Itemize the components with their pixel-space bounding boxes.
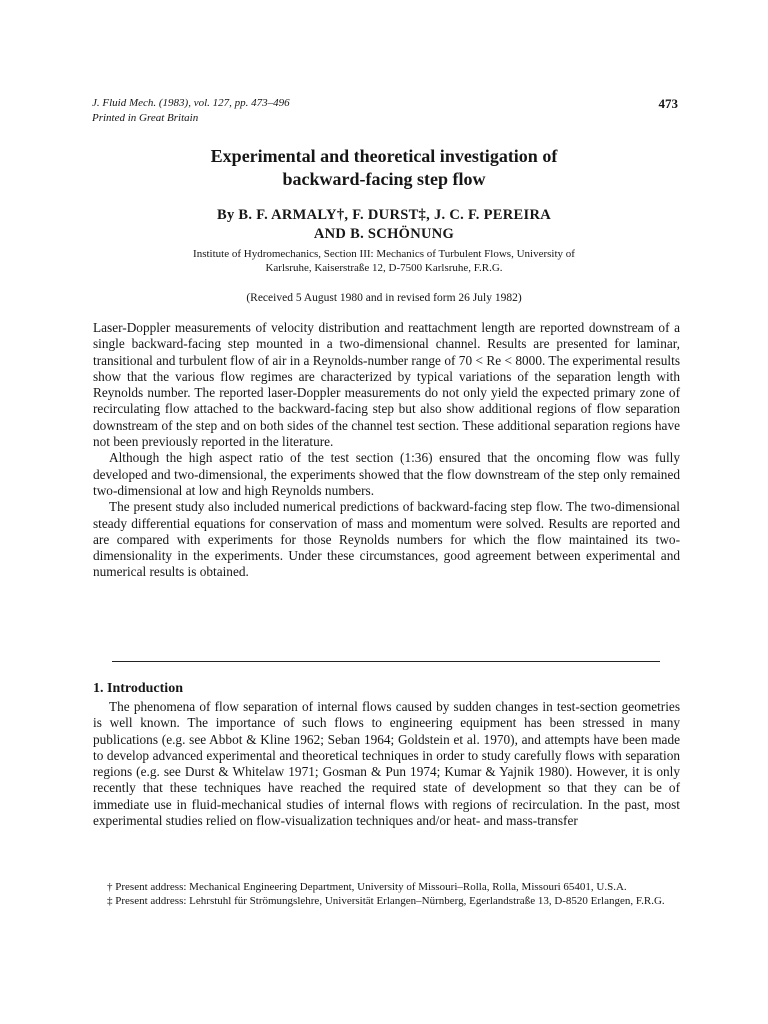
authors-line-1: By B. F. ARMALY†, F. DURST‡, J. C. F. PEREIRA (216, 207, 552, 223)
abstract-paragraph-3: The present study also included numerical predictions of backward-facing step flow. The two-dimensional steady differential equations for conservation of mass and momentum were solved. Results are reported and are compared with experiments for those Reynolds numbers for which the flow maintained its two-dimensionality in the experiments. Under these circumstances, good agreement between experimental and numerical results is obtained. (93, 499, 680, 580)
title-line-2: backward-facing step flow (282, 169, 486, 189)
affiliation-line-1: Institute of Hydromechanics, Section III: Mechanics of Turbulent Flows, University of (193, 248, 575, 260)
author-list (0, 206, 768, 244)
authors-line-2: AND B. SCHÖNUNG (313, 226, 455, 242)
abstract-divider (112, 661, 660, 662)
running-header (92, 96, 678, 126)
affiliation-line-2: Karlsruhe, Kaiserstraße 12, D-7500 Karlsruhe, F.R.G. (265, 262, 503, 274)
abstract-paragraph-2: Although the high aspect ratio of the test section (1:36) ensured that the oncoming flow was fully developed and two-dimensional, the experiments showed that the flow downstream of the step only remained two-dimensional at low and high Reynolds numbers. (93, 450, 680, 498)
footnote-double-dagger: ‡ Present address: Lehrstuhl für Strömungslehre, Universität Erlangen–Nürnberg, Egerlandstraße 13, D-8520 Erlangen, F.R.G. (107, 895, 665, 907)
abstract (93, 320, 680, 581)
paper-title (0, 145, 768, 191)
page-number: 473 (658, 96, 678, 111)
introduction-paragraph-1: The phenomena of flow separation of internal flows caused by sudden changes in test-section geometries is well known. The importance of such flows to engineering equipment has been stressed in many publications (e.g. see Abbot & Kline 1962; Seban 1964; Goldstein et al. 1970), and attempts have been made to develop advanced experimental and theoretical techniques in order to study carefully flows with separation regions (e.g. see Durst & Whitelaw 1971; Gosman & Pun 1974; Kumar & Yajnik 1980). However, it is only recently that these techniques have reached the required state of development so that they can be of immediate use in fluid-mechanical studies of internal flows with regions of recirculation. In the past, most experimental studies relied on flow-visualization techniques and/or heat- and mass-transfer (93, 699, 680, 829)
printed-in: Printed in Great Britain (92, 112, 199, 124)
footnotes (93, 880, 680, 908)
journal-citation: J. Fluid Mech. (1983), vol. 127, pp. 473–496 (92, 97, 290, 109)
received-date: (Received 5 August 1980 and in revised form 26 July 1982) (246, 292, 522, 304)
affiliation (110, 247, 658, 275)
abstract-paragraph-1: Laser-Doppler measurements of velocity distribution and reattachment length are reported downstream of a single backward-facing step mounted in a two-dimensional channel. Results are presented for laminar, transitional and turbulent flow of air in a Reynolds-number range of 70 < Re < 8000. The experimental results show that the various flow regimes are characterized by typical variations of the separation length with Reynolds number. The reported laser-Doppler measurements do not only yield the expected primary zone of recirculating flow attached to the backward-facing step but also show additional regions of flow separation downstream of the step and on both sides of the channel test section. These additional separation regions have not been previously reported in the literature. (93, 320, 680, 450)
title-line-1: Experimental and theoretical investigation of (210, 146, 558, 166)
footnote-dagger: † Present address: Mechanical Engineering Department, University of Missouri–Rolla, Rolla, Missouri 65401, U.S.A. (107, 881, 627, 893)
section-heading-introduction: 1. Introduction (93, 681, 183, 696)
introduction-body (93, 699, 680, 829)
